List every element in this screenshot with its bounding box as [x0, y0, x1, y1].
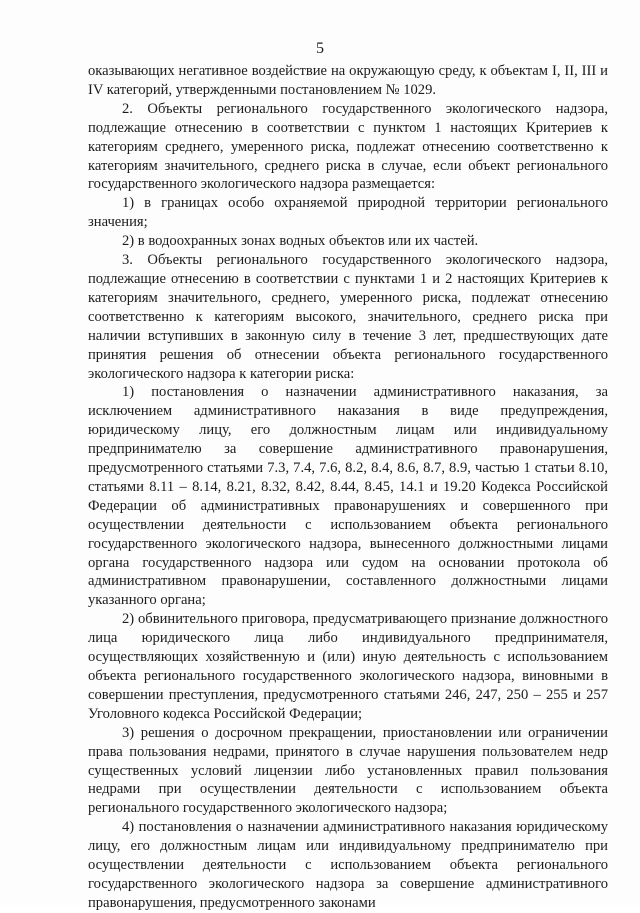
document-body — [88, 62, 608, 913]
paragraph-subitem-3-4: 4) постановления о назначении административного наказания юридическому лицу, его должностным лицам или индивидуальному предпринимателю при осуществлении деятельности с использованием объекта регионального государственного экологического надзора за совершение административного правонарушения, предусмотренного законами — [88, 819, 608, 911]
paragraph-subitem-3-3: 3) решения о досрочном прекращении, приостановлении или ограничении права пользования недрами, принятого в случае нарушения пользователем недр существенных условий лицензии либо установленных правил пользования недрами при осуществлении деятельности с использованием объекта регионального государственного экологического надзора; — [88, 724, 608, 817]
paragraph-item-2: 2. Объекты регионального государственного экологического надзора, подлежащие отнесению в соответствии с пунктом 1 настоящих Критериев к категориям среднего, умеренного риска, подлежат отнесению соответственно к категориям значительного, среднего риска в случае, если объект регионального государственного экологического надзора размещается: — [88, 100, 608, 193]
paragraph-continuation: оказывающих негативное воздействие на окружающую среду, к объектам I, II, III и IV категорий, утвержденными постановлением № 1029. — [88, 63, 608, 98]
page-number: 5 — [316, 40, 324, 57]
paragraph-subitem-3-2: 2) обвинительного приговора, предусматривающего признание должностного лица юридического лица либо индивидуального предпринимателя, осуществляющих хозяйственную и (или) иную деятельность с использованием объекта регионального государственного экологического надзора, виновными в совершении преступления, предусмотренного статьями 246, 247, 250 – 255 и 257 Уголовного кодекса Российской Федерации; — [88, 611, 608, 722]
paragraph-subitem-3-1: 1) постановления о назначении административного наказания, за исключением административного наказания в виде предупреждения, юридическому лицу, его должностным лицам или индивидуальному предпринимателю за совершение административного правонарушения, предусмотренного статьями 7.3, 7.4, 7.6, 8.2, 8.4, 8.6, 8.7, 8.9, частью 1 статьи 8.10, статьями 8.11 – 8.14, 8.21, 8.32, 8.42, 8.44, 8.45, 14.1 и 19.20 Кодекса Российской Федерации об административных правонарушениях и совершенного при осуществлении деятельности с использованием объекта регионального государственного экологического надзора, вынесенного должностными лицами органа государственного надзора или судом на основании протокола об административном правонарушении, составленного должностными лицами указанного органа; — [88, 384, 608, 609]
paragraph-item-3: 3. Объекты регионального государственного экологического надзора, подлежащие отнесению в соответствии с пунктами 1 и 2 настоящих Критериев к категориям значительного, среднего, умеренного риска, подлежат отнесению соответственно к категориям высокого, значительного, среднего риска при наличии вступивших в законную силу в течение 3 лет, предшествующих дате принятия решения об отнесении объекта регионального государственного экологического надзора к категории риска: — [88, 252, 608, 382]
paragraph-subitem-2-2: 2) в водоохранных зонах водных объектов или их частей. — [122, 233, 479, 250]
paragraph-subitem-2-1: 1) в границах особо охраняемой природной территории регионального значения; — [88, 195, 608, 231]
